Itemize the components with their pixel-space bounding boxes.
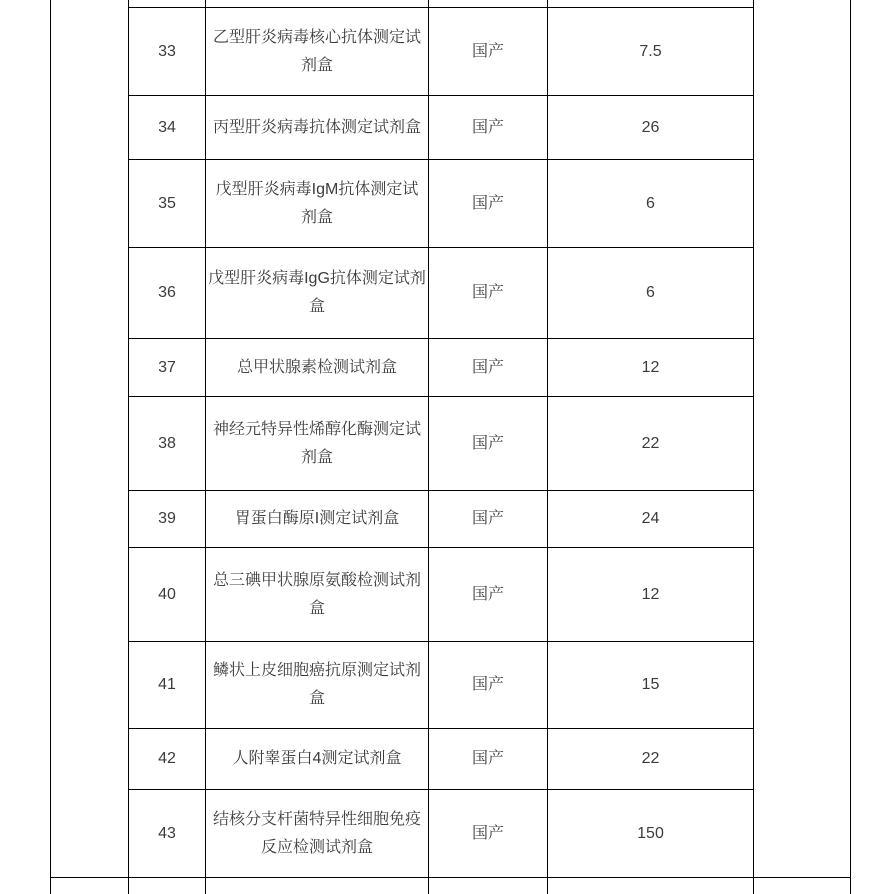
item-origin: 国产 (429, 248, 548, 339)
table-row (51, 248, 851, 339)
item-origin: 国产 (429, 8, 548, 96)
item-name (206, 491, 429, 548)
item-name (206, 729, 429, 790)
item-price: 6 (548, 248, 754, 339)
item-origin: 国产 (429, 491, 548, 548)
item-price: 22 (548, 729, 754, 790)
row-number: 40 (129, 548, 206, 642)
table-row (51, 729, 851, 790)
item-origin: 国产 (429, 729, 548, 790)
item-name-line: 剂盒 (300, 208, 333, 226)
item-price: 24 (548, 491, 754, 548)
row-number: 37 (129, 339, 206, 397)
empty-cell (754, 878, 851, 894)
table-row (51, 8, 851, 96)
item-origin: 国产 (429, 96, 548, 160)
item-name-line: 剂盒 (300, 448, 333, 466)
reagent-price-table (50, 0, 851, 894)
empty-cell (206, 0, 429, 8)
row-number: 35 (129, 160, 206, 248)
table-row-partial-top (51, 0, 851, 8)
item-price: 6 (548, 160, 754, 248)
item-name-line: 戊型肝炎病毒IgG抗体测定试剂 (208, 270, 426, 287)
item-name (206, 397, 429, 491)
table-row-partial-bottom (51, 878, 851, 894)
row-number: 41 (129, 642, 206, 729)
row-number: 38 (129, 397, 206, 491)
empty-cell (129, 878, 206, 894)
item-name-line: 总三碘甲状腺原氨酸检测试剂 (212, 571, 421, 589)
table-row (51, 548, 851, 642)
item-origin: 国产 (429, 642, 548, 729)
row-number: 33 (129, 8, 206, 96)
item-price: 26 (548, 96, 754, 160)
item-price: 12 (548, 548, 754, 642)
item-origin: 国产 (429, 548, 548, 642)
item-name (206, 548, 429, 642)
item-name-line: 人附睾蛋白4测定试剂盒 (232, 750, 402, 767)
item-name (206, 248, 429, 339)
empty-cell (129, 0, 206, 8)
item-name (206, 160, 429, 248)
table-row (51, 160, 851, 248)
table-row (51, 790, 851, 878)
item-price: 12 (548, 339, 754, 397)
item-name-line: 盒 (308, 599, 325, 617)
item-name (206, 790, 429, 878)
item-name-line: 乙型肝炎病毒核心抗体测定试 (212, 28, 421, 46)
item-name (206, 642, 429, 729)
item-price: 7.5 (548, 8, 754, 96)
empty-cell (548, 878, 754, 894)
empty-cell (429, 878, 548, 894)
table-row (51, 339, 851, 397)
item-name-line: 神经元特异性烯醇化酶测定试 (212, 420, 421, 438)
table-row (51, 491, 851, 548)
row-number: 42 (129, 729, 206, 790)
item-name-line: 鳞状上皮细胞癌抗原测定试剂 (212, 662, 421, 679)
row-number: 43 (129, 790, 206, 878)
item-price: 150 (548, 790, 754, 878)
item-name-line: 盒 (308, 690, 325, 707)
item-origin: 国产 (429, 339, 548, 397)
table-row (51, 642, 851, 729)
item-name-line: 剂盒 (300, 56, 333, 74)
item-name-line: 戊型肝炎病毒IgM抗体测定试 (215, 180, 419, 198)
item-origin: 国产 (429, 397, 548, 491)
item-name-line: 胃蛋白酶原I测定试剂盒 (234, 510, 400, 527)
item-name (206, 339, 429, 397)
table-row (51, 397, 851, 491)
left-merged-empty-cell (51, 0, 129, 878)
item-name (206, 96, 429, 160)
right-merged-empty-cell (754, 0, 851, 878)
item-origin: 国产 (429, 160, 548, 248)
item-name-line: 结核分支杆菌特异性细胞免疫 (212, 810, 421, 828)
row-number: 36 (129, 248, 206, 339)
empty-cell (206, 878, 429, 894)
table-row (51, 96, 851, 160)
empty-cell (51, 878, 129, 894)
item-name-line: 盒 (308, 298, 325, 315)
row-number: 39 (129, 491, 206, 548)
empty-cell (548, 0, 754, 8)
item-name (206, 8, 429, 96)
item-price: 22 (548, 397, 754, 491)
item-origin: 国产 (429, 790, 548, 878)
item-name-line: 总甲状腺素检测试剂盒 (236, 358, 397, 376)
empty-cell (429, 0, 548, 8)
item-price: 15 (548, 642, 754, 729)
row-number: 34 (129, 96, 206, 160)
item-name-line: 丙型肝炎病毒抗体测定试剂盒 (212, 118, 421, 136)
item-name-line: 反应检测试剂盒 (260, 838, 373, 856)
